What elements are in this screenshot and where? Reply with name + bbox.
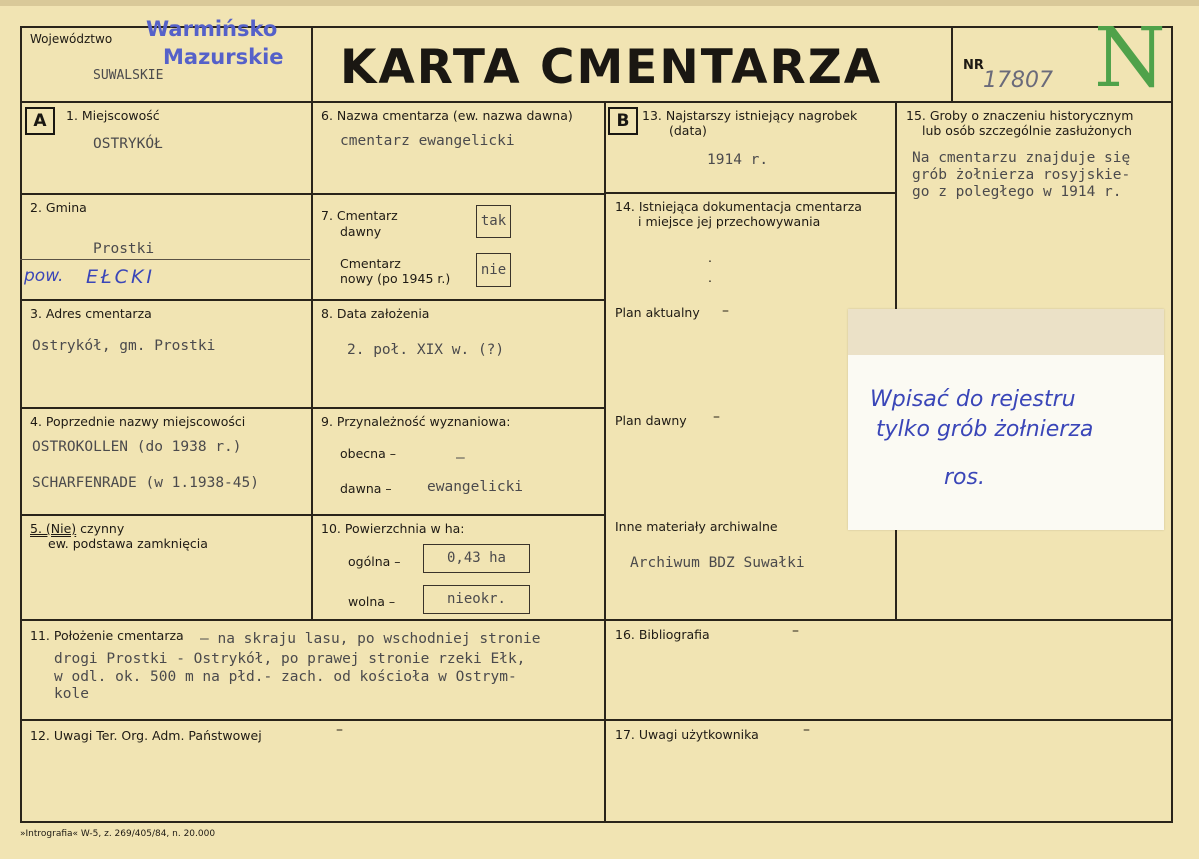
- field-9-dawna-label: dawna –: [340, 481, 392, 496]
- row-line-5: [20, 619, 1173, 621]
- field-13-label-1: 13. Najstarszy istniejący nagrobek: [642, 108, 858, 123]
- voivodeship-stamp-line1: Warmińsko: [146, 17, 278, 41]
- field-3-value: Ostrykół, gm. Prostki: [32, 338, 216, 354]
- field-7-nowy-label-1: Cmentarz: [340, 256, 401, 271]
- nr-label: NR: [963, 58, 984, 73]
- field-12-label: 12. Uwagi Ter. Org. Adm. Państwowej: [30, 728, 262, 743]
- field-7-label: 7. Cmentarz: [321, 208, 398, 223]
- field-17-value: –: [803, 722, 810, 738]
- note-tape: [848, 309, 1164, 355]
- card-title: KARTA CMENTARZA: [340, 40, 883, 95]
- field-11-line-2: drogi Prostki - Ostrykół, po prawej stronie rzeki Ełk,: [54, 651, 526, 667]
- field-8-label: 8. Data założenia: [321, 306, 430, 321]
- field-14-label-1: 14. Istniejąca dokumentacja cmentarza: [615, 199, 862, 214]
- col-divider-2: [604, 101, 606, 821]
- row-line-2: [20, 299, 605, 301]
- field-10-label: 10. Powierzchnia w ha:: [321, 521, 465, 536]
- field-5-prefix: 5. (Nie): [30, 521, 77, 536]
- field-5-label-rest: czynny: [80, 521, 125, 536]
- field-3-label: 3. Adres cmentarza: [30, 306, 152, 321]
- field-5-label: [30, 521, 124, 536]
- field-9-dawna-value: ewangelicki: [427, 479, 524, 495]
- field-16-label: 16. Bibliografia: [615, 627, 710, 642]
- inne-label: Inne materiały archiwalne: [615, 519, 778, 534]
- field-7-dawny-label: dawny: [340, 224, 382, 239]
- field-15-line-1: Na cmentarzu znajduje się: [912, 150, 1131, 166]
- section-a-box: A: [25, 107, 55, 135]
- header-vline-1: [311, 26, 313, 103]
- field-6-value: cmentarz ewangelicki: [340, 133, 515, 149]
- field-11-line-3: w odl. ok. 500 m na płd.- zach. od kościoła w Ostrym-: [54, 669, 517, 685]
- field-2-underline: [20, 259, 310, 260]
- plan-dawny-label: Plan dawny: [615, 413, 687, 428]
- field-15-line-3: go z poległego w 1914 r.: [912, 184, 1122, 200]
- section-b-box: B: [608, 107, 638, 135]
- field-1-value: OSTRYKÓŁ: [93, 136, 163, 152]
- header-divider: [20, 101, 1173, 103]
- field-2-value: Prostki: [93, 241, 155, 257]
- row-line-6: [20, 719, 1173, 721]
- header-vline-2: [951, 26, 953, 103]
- printer-imprint: »Intrografia« W-5, z. 269/405/84, n. 20.000: [20, 829, 216, 839]
- field-7-dawny-box: tak: [476, 205, 511, 238]
- voivodeship-stamp-line2: Mazurskie: [163, 45, 284, 69]
- field-14-dot-1: .: [708, 250, 712, 265]
- field-9-obecna-label: obecna –: [340, 446, 396, 461]
- category-mark: N: [1094, 11, 1166, 106]
- field-10-ogolna-box: 0,43 ha: [423, 544, 530, 573]
- row-line-3: [20, 407, 605, 409]
- field-7-nowy-label-2: nowy (po 1945 r.): [340, 271, 451, 286]
- field-15-label-1: 15. Groby o znaczeniu historycznym: [906, 108, 1134, 123]
- field-1-label: 1. Miejscowość: [66, 108, 160, 123]
- field-9-label: 9. Przynależność wyznaniowa:: [321, 414, 511, 429]
- note-line-2: tylko grób żołnierza: [876, 417, 1094, 442]
- field-13-label-2: (data): [669, 123, 707, 138]
- field-4-value-1: OSTROKOLLEN (do 1938 r.): [32, 439, 242, 455]
- frame-bottom: [20, 821, 1173, 823]
- field-11-label: 11. Położenie cmentarza: [30, 628, 184, 643]
- wojewodztwo-label: Województwo: [30, 32, 113, 46]
- row-line-1: [20, 193, 605, 195]
- inne-value: Archiwum BDZ Suwałki: [630, 555, 805, 571]
- plan-dawny-value: –: [713, 409, 720, 425]
- b-row-line: [604, 192, 896, 194]
- field-17-label: 17. Uwagi użytkownika: [615, 727, 759, 742]
- row-line-4: [20, 514, 605, 516]
- field-10-wolna-box: nieokr.: [423, 585, 530, 614]
- field-10-wolna-label: wolna –: [348, 594, 396, 609]
- frame-right: [1171, 26, 1173, 823]
- field-7-nowy-box: nie: [476, 253, 511, 287]
- field-4-value-2: SCHARFENRADE (w 1.1938-45): [32, 475, 259, 491]
- note-line-3: ros.: [944, 465, 985, 490]
- field-14-dot-2: .: [708, 270, 712, 285]
- field-5-label-2: ew. podstawa zamknięcia: [48, 536, 208, 551]
- suwalskie-typed: SUWALSKIE: [93, 68, 164, 83]
- plan-aktualny-value: –: [722, 303, 729, 319]
- field-16-value: –: [792, 623, 799, 639]
- field-10-ogolna-label: ogólna –: [348, 554, 401, 569]
- plan-aktualny-label: Plan aktualny: [615, 305, 700, 320]
- col-divider-1: [311, 101, 313, 620]
- field-12-value: –: [336, 722, 343, 738]
- field-14-label-2: i miejsce jej przechowywania: [638, 214, 821, 229]
- field-11-line-1: – na skraju lasu, po wschodniej stronie: [200, 631, 541, 647]
- note-line-1: Wpisać do rejestru: [870, 387, 1076, 412]
- field-15-label-2: lub osób szczególnie zasłużonych: [922, 123, 1132, 138]
- field-8-value: 2. poł. XIX w. (?): [347, 342, 505, 358]
- field-2-label: 2. Gmina: [30, 200, 87, 215]
- field-9-obecna-value: –: [456, 450, 465, 466]
- powiat-prefix: pow.: [24, 266, 64, 286]
- field-11-line-4: kole: [54, 686, 89, 702]
- field-13-value: 1914 r.: [707, 152, 769, 168]
- field-4-label: 4. Poprzednie nazwy miejscowości: [30, 414, 246, 429]
- nr-value: 17807: [983, 68, 1053, 93]
- powiat-value: EŁCKI: [86, 266, 156, 288]
- field-6-label: 6. Nazwa cmentarza (ew. nazwa dawna): [321, 108, 573, 123]
- field-15-line-2: grób żołnierza rosyjskie-: [912, 167, 1131, 183]
- sticky-note: [848, 309, 1164, 530]
- frame-left: [20, 26, 22, 823]
